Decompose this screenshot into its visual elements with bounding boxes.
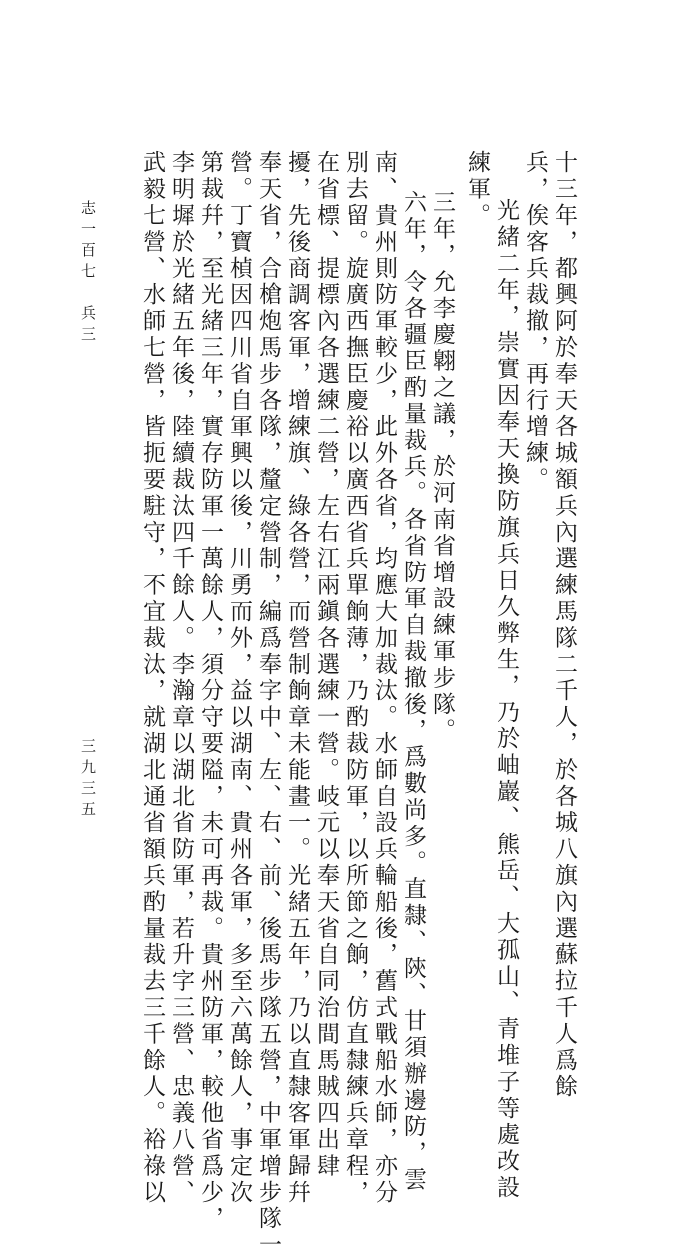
text-column-11: 奉天省，合槍炮馬步各隊，釐定營制，編爲奉字中、左、右、前、後馬步隊五營，中軍增步隊一 bbox=[255, 150, 281, 1259]
text-column-1: 十三年，都興阿於奉天各城額兵內選練馬隊二千人，於各城八旗內選蘇拉千人爲餘 bbox=[551, 150, 577, 1101]
text-column-3: 光緒二年，崇實因奉天換防旗兵日久弊生，乃於岫巖、熊岳、大孤山、青堆子等處改設 bbox=[493, 198, 519, 1202]
text-column-10: 擾，先後商調客軍，增練旗、綠各營，而營制餉章未能畫一。光緒五年，乃以直隸客軍歸幷 bbox=[284, 150, 310, 1206]
text-column-14: 李明墀於光緒五年後，陸續裁汰四千餘人。李瀚章以湖北省防軍，若升字三營、忠義八營、 bbox=[168, 150, 194, 1206]
text-column-2: 兵，俟客兵裁撤，再行增練。 bbox=[522, 150, 548, 494]
text-column-9: 在省標、提標內各選練二營，左右江兩鎭各選練一營。岐元以奉天省自同治間馬賊四出肆 bbox=[313, 150, 339, 1180]
text-column-6: 六年，令各疆臣酌量裁兵。各省防軍自裁撤後，爲數尚多。直隸、陝、甘須辦邊防，雲 bbox=[400, 190, 426, 1194]
text-column-8: 別去留。旋廣西撫臣慶裕以廣西省兵單餉薄，乃酌裁防軍，以所節之餉，仿直隸練兵章程， bbox=[342, 150, 368, 1206]
text-column-13: 第裁幷，至光緒三年，實存防軍一萬餘人，須分守要隘，未可再裁。貴州防軍，較他省爲少， bbox=[197, 150, 223, 1233]
running-footer-chapter: 志一百七 兵三 bbox=[79, 200, 97, 347]
text-column-12: 營。丁寶楨因四川省自軍興以後，川勇而外，益以湖南、貴州各軍，多至六萬餘人，事定次 bbox=[226, 150, 252, 1206]
text-column-7: 南、貴州則防軍較少，此外各省，均應大加裁汰。水師自設兵輪船後，舊式戰船水師，亦分 bbox=[371, 150, 397, 1206]
page-number: 三九三五 bbox=[79, 738, 97, 822]
text-column-5: 三年，允李慶翺之議，於河南省增設練軍步隊。 bbox=[429, 190, 455, 745]
text-column-15: 武毅七營、水師七營，皆扼要駐守，不宜裁汰，就湖北通省額兵酌量裁去三千餘人。裕祿以 bbox=[139, 150, 165, 1206]
text-column-4: 練軍。 bbox=[464, 150, 490, 230]
